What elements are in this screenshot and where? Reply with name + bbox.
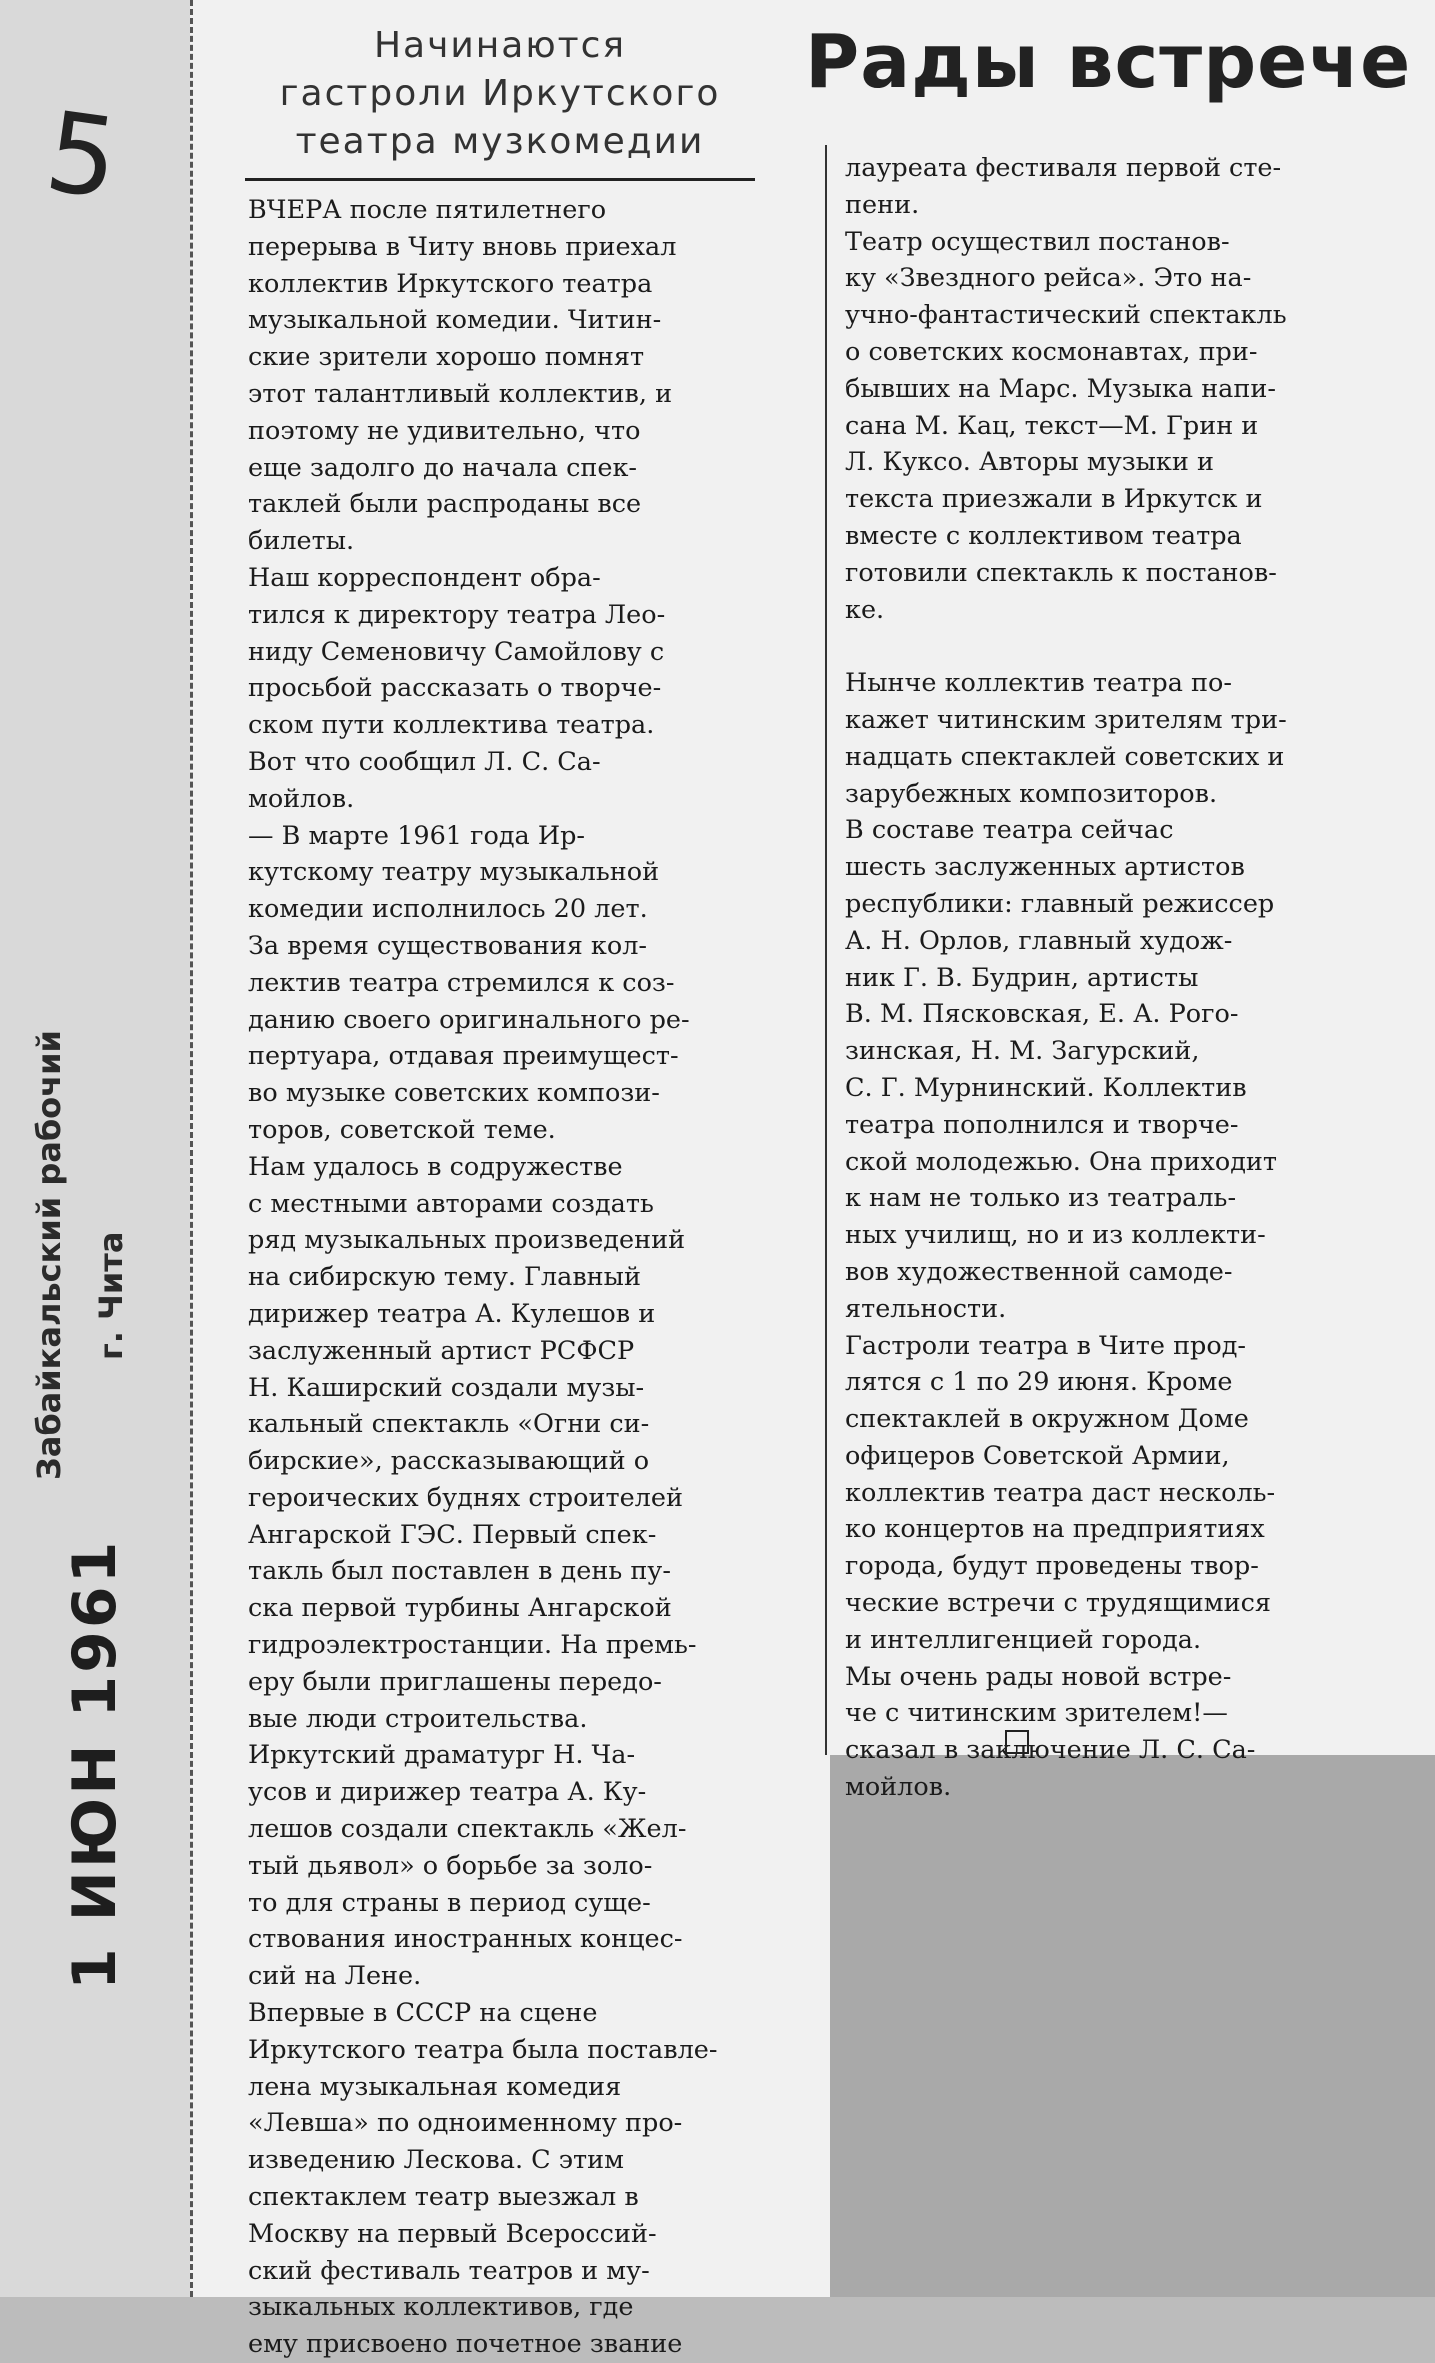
text-line: музыкальной комедии. Читин- xyxy=(248,305,662,336)
text-line: ных училищ, но и из коллекти- xyxy=(845,1220,1266,1251)
text-line: спектаклей в окружном Доме xyxy=(845,1404,1249,1435)
text-line: пертуара, отдавая преимущест- xyxy=(248,1041,679,1072)
text-line: кутскому театру музыкальной xyxy=(248,857,660,888)
text-line: и интеллигенцией города. xyxy=(845,1624,1202,1655)
text-line: За время существования кол- xyxy=(248,930,648,961)
text-line: ВЧЕРА после пятилетнего xyxy=(248,195,607,225)
text-line: надцать спектаклей советских и xyxy=(845,741,1285,772)
text-line: Иркутского театра была поставле- xyxy=(248,2034,718,2065)
text-line: Л. Куксо. Авторы музыки и xyxy=(845,447,1214,478)
article-end-mark xyxy=(1005,1730,1029,1754)
heading-line: гастроли Иркутского xyxy=(279,73,721,114)
text-line: вые люди строительства. xyxy=(248,1703,588,1734)
right-column-text xyxy=(845,150,1413,1806)
text-line: на сибирскую тему. Главный xyxy=(248,1262,641,1293)
text-line: лектив театра стремился к соз- xyxy=(248,967,675,998)
text-line: че с читинским зрителем!— xyxy=(845,1698,1228,1729)
text-line: зинская, Н. М. Загурский, xyxy=(845,1036,1200,1067)
text-line: ятельности. xyxy=(845,1293,1007,1324)
text-line: зыкальных коллективов, где xyxy=(248,2292,634,2323)
text-line xyxy=(845,628,1413,665)
text-line: С. Г. Мурнинский. Коллектив xyxy=(845,1072,1247,1103)
text-line: текста приезжали в Иркутск и xyxy=(845,484,1263,515)
text-line: ниду Семеновичу Самойлову с xyxy=(248,636,665,667)
date-stamp: 1 ИЮН 1961 xyxy=(60,1538,130,1990)
column-divider xyxy=(825,145,827,1755)
text-line: лауреата фестиваля первой сте- xyxy=(845,153,1282,183)
scan-empty-area xyxy=(830,1755,1435,2297)
text-line: билеты. xyxy=(248,526,355,557)
heading-line: театра музкомедии xyxy=(295,121,705,162)
text-line: офицеров Советской Армии, xyxy=(845,1440,1230,1471)
text-line: В составе театра сейчас xyxy=(845,815,1174,846)
text-line: тился к директору театра Лео- xyxy=(248,599,666,630)
text-line: Ангарской ГЭС. Первый спек- xyxy=(248,1519,657,1550)
text-line: о советских космонавтах, при- xyxy=(845,336,1258,367)
text-line: Вот что сообщил Л. С. Са- xyxy=(248,746,601,777)
text-line: А. Н. Орлов, главный худож- xyxy=(845,925,1233,956)
text-line: Н. Каширский создали музы- xyxy=(248,1372,645,1403)
text-line: ему присвоено почетное звание xyxy=(248,2329,683,2360)
text-line: Гастроли театра в Чите прод- xyxy=(845,1330,1247,1361)
text-line: ке. xyxy=(845,594,885,625)
text-line: данию своего оригинального ре- xyxy=(248,1004,690,1035)
newspaper-city-stamp: г. Чита xyxy=(92,1231,130,1360)
text-line: ском пути коллектива театра. xyxy=(248,710,655,741)
text-line: ской молодежью. Она приходит xyxy=(845,1146,1278,1177)
text-line: поэтому не удивительно, что xyxy=(248,415,641,446)
text-line: ский фестиваль театров и му- xyxy=(248,2255,650,2286)
article-heading xyxy=(240,22,760,166)
heading-underline xyxy=(245,178,755,181)
text-line: зарубежных композиторов. xyxy=(845,778,1218,809)
text-line: ко концертов на предприятиях xyxy=(845,1514,1265,1545)
text-line: ник Г. В. Будрин, артисты xyxy=(845,962,1199,993)
text-line: В. М. Пясковская, Е. А. Рого- xyxy=(845,999,1239,1030)
text-line: бывших на Марс. Музыка напи- xyxy=(845,373,1276,404)
text-line: ска первой турбины Ангарской xyxy=(248,1593,672,1624)
text-line: таклей были распроданы все xyxy=(248,489,642,520)
text-line: готовили спектакль к постанов- xyxy=(845,557,1277,588)
text-line: города, будут проведены твор- xyxy=(845,1551,1259,1582)
text-line: Нынче коллектив театра по- xyxy=(845,668,1232,699)
text-line: этот талантливый коллектив, и xyxy=(248,378,673,409)
text-line: героических буднях строителей xyxy=(248,1482,683,1513)
text-line: еру были приглашены передо- xyxy=(248,1666,662,1697)
text-line: еще задолго до начала спек- xyxy=(248,452,638,483)
text-line: то для страны в период суще- xyxy=(248,1887,651,1918)
text-line: комедии исполнилось 20 лет. xyxy=(248,894,648,925)
text-line: коллектив театра даст несколь- xyxy=(845,1477,1276,1508)
text-line: такль был поставлен в день пу- xyxy=(248,1556,671,1587)
text-line: лятся с 1 по 29 июня. Кроме xyxy=(845,1367,1233,1398)
text-line: вов художественной самоде- xyxy=(845,1256,1233,1287)
text-line: мойлов. xyxy=(248,783,355,814)
text-line: торов, советской теме. xyxy=(248,1114,556,1145)
text-line: ские зрители хорошо помнят xyxy=(248,342,645,373)
text-line: театра пополнился и творче- xyxy=(845,1109,1239,1140)
text-line: усов и дирижер театра А. Ку- xyxy=(248,1777,647,1808)
text-line: лена музыкальная комедия xyxy=(248,2071,622,2102)
left-column-text xyxy=(248,192,816,2363)
text-line: перерыва в Читу вновь приехал xyxy=(248,231,677,262)
text-line: к нам не только из театраль- xyxy=(845,1183,1237,1214)
text-line: сана М. Кац, текст—М. Грин и xyxy=(845,410,1259,441)
text-line: во музыке советских компози- xyxy=(248,1078,660,1109)
article-title: Рады встрече xyxy=(805,19,1412,105)
text-line: Впервые в СССР на сцене xyxy=(248,1998,598,2029)
text-line: Нам удалось в содружестве xyxy=(248,1151,623,1182)
text-line: с местными авторами создать xyxy=(248,1188,654,1219)
handwritten-mark: 5 xyxy=(38,87,126,224)
text-line: Москву на первый Всероссий- xyxy=(248,2218,657,2249)
text-line: изведению Лескова. С этим xyxy=(248,2145,624,2176)
text-line: ческие встречи с трудящимися xyxy=(845,1588,1271,1619)
text-line: просьбой рассказать о творче- xyxy=(248,673,662,704)
text-line: сий на Лене. xyxy=(248,1961,422,1992)
text-line: шесть заслуженных артистов xyxy=(845,852,1245,883)
text-line: мойлов. xyxy=(845,1772,952,1803)
newspaper-name-stamp: Забайкальский рабочий xyxy=(30,1030,68,1480)
text-line: спектаклем театр выезжал в xyxy=(248,2182,639,2213)
text-line: тый дьявол» о борьбе за золо- xyxy=(248,1850,653,1881)
text-line: коллектив Иркутского театра xyxy=(248,268,653,299)
text-line: учно-фантастический спектакль xyxy=(845,300,1287,331)
text-line: ку «Звездного рейса». Это на- xyxy=(845,263,1252,294)
text-line: Наш корреспондент обра- xyxy=(248,562,601,593)
text-line: сказал в заключение Л. С. Са- xyxy=(845,1735,1256,1766)
text-line: заслуженный артист РСФСР xyxy=(248,1335,635,1366)
text-line: кажет читинским зрителям три- xyxy=(845,704,1287,735)
text-line: пени. xyxy=(845,189,920,220)
text-line: республики: главный режиссер xyxy=(845,888,1275,919)
text-line: дирижер театра А. Кулешов и xyxy=(248,1298,656,1329)
text-line: вместе с коллективом театра xyxy=(845,520,1242,551)
text-line: ряд музыкальных произведений xyxy=(248,1225,686,1256)
heading-line: Начинаются xyxy=(373,25,627,66)
text-line: «Левша» по одноименному про- xyxy=(248,2108,683,2139)
text-line: Иркутский драматург Н. Ча- xyxy=(248,1740,636,1771)
text-line: лешов создали спектакль «Жел- xyxy=(248,1814,687,1845)
text-line: Мы очень рады новой встре- xyxy=(845,1661,1232,1692)
text-line: бирские», рассказывающий о xyxy=(248,1446,650,1477)
text-line: кальный спектакль «Огни си- xyxy=(248,1409,650,1440)
text-line: — В марте 1961 года Ир- xyxy=(248,820,586,851)
text-line: ствования иностранных концес- xyxy=(248,1924,683,1955)
text-line: Театр осуществил постанов- xyxy=(845,226,1230,257)
text-line: гидроэлектростанции. На премь- xyxy=(248,1630,697,1661)
